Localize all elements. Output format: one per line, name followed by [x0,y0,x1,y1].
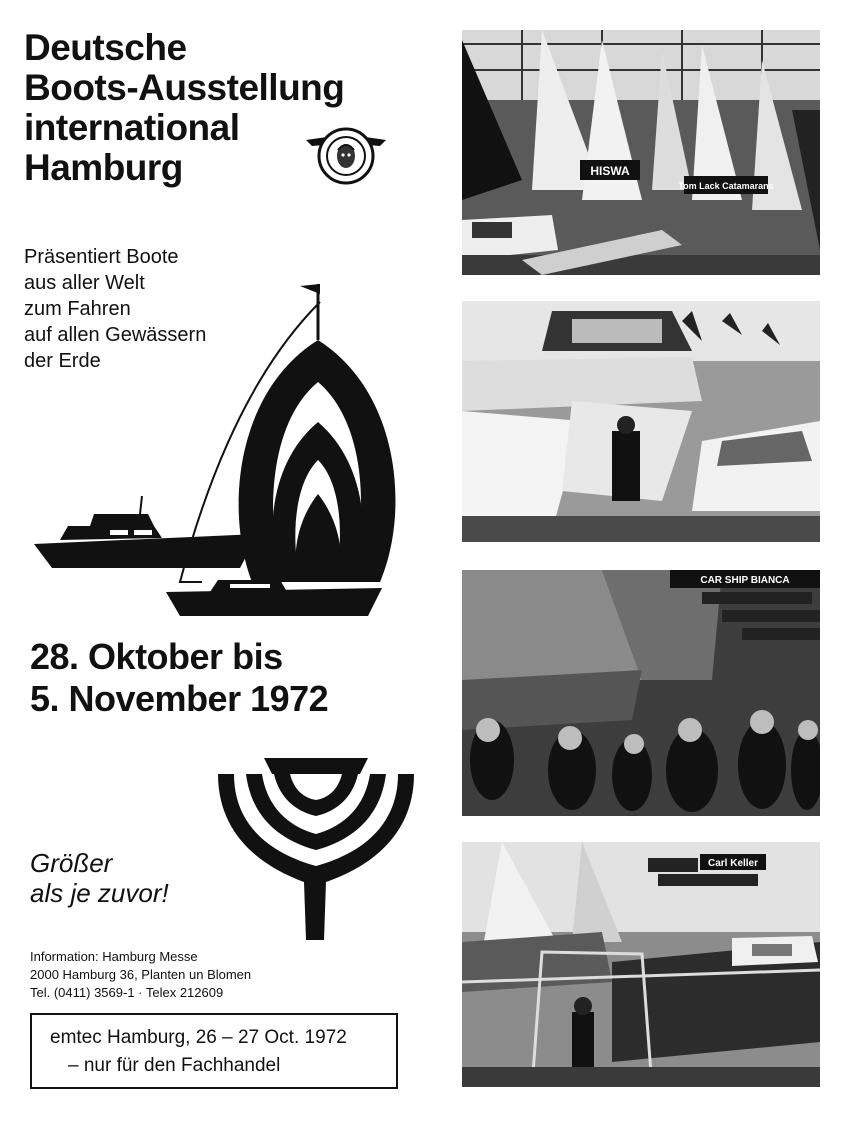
sign-carl-keller: Carl Keller [707,858,759,869]
title-line-2: Boots-Ausstellung [24,67,345,108]
sign-car-ship: CAR SHIP BIANCA [700,575,790,586]
slogan-line-2: als je zuvor! [30,878,169,908]
exhibition-title [24,28,344,188]
title-line-3: international [24,107,240,148]
info-line-1: Information: Hamburg Messe [30,949,198,964]
slogan-line-1: Größer [30,848,113,878]
union-emblem-icon [304,126,388,186]
sign-hiswa: HISWA [590,164,630,178]
slogan [30,848,169,908]
intro-line-5: der Erde [24,350,101,372]
intro-line-1: Präsentiert Boote [24,246,179,268]
dates-line-1: 28. Oktober bis [30,636,283,677]
photo-motor-yachts [462,301,820,542]
intro-line-3: zum Fahren [24,298,131,320]
intro-line-4: auf allen Gewässern [24,324,207,346]
photo-cruiser [462,842,820,1087]
emtec-line-2: – nur für den Fachhandel [68,1055,281,1076]
intro-line-2: aus aller Welt [24,272,145,294]
boats-illustration [30,282,410,622]
exhibition-dates [30,636,328,720]
photo-crowd-hulls [462,570,820,816]
emtec-notice-box [30,1013,398,1089]
hull-logo-icon [212,752,420,942]
title-line-1: Deutsche [24,27,187,68]
info-line-3: Tel. (0411) 3569-1 · Telex 212609 [30,985,224,1000]
photo-sailboat-hall [462,30,820,275]
sign-catamarans: Tom Lack Catamarans [678,181,774,191]
info-line-2: 2000 Hamburg 36, Planten un Blomen [30,967,252,982]
contact-information [30,948,251,1002]
title-line-4: Hamburg [24,147,183,188]
dates-line-2: 5. November 1972 [30,678,329,719]
emtec-line-1: emtec Hamburg, 26 – 27 Oct. 1972 [50,1027,347,1048]
